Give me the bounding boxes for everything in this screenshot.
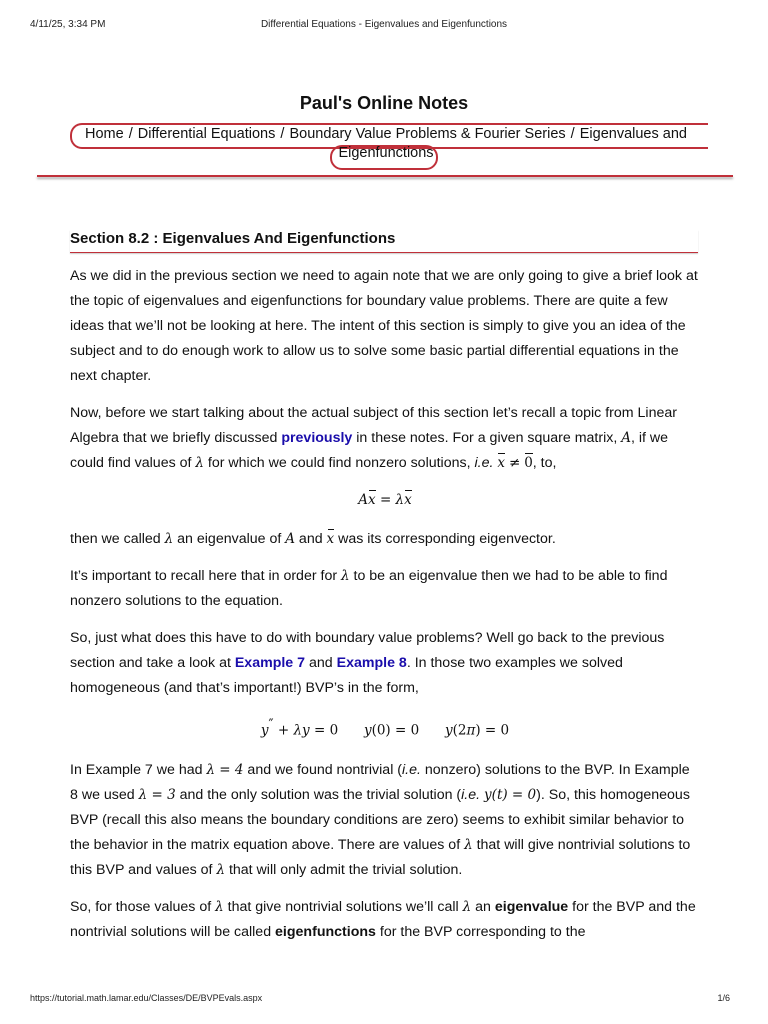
print-page-title: Differential Equations - Eigenvalues and Eigenfunctions [260,19,508,30]
print-datetime: 4/11/25, 3:34 PM [30,19,106,30]
breadcrumb-differential-equations[interactable]: Differential Equations [137,126,276,142]
header-divider [37,175,733,177]
paragraph-intro: As we did in the previous section we need to again note that we are only going to give a brief look at the topic of eigenvalues and eigenfunctions for boundary value problems. There are quite a few ideas that we’ll not be looking at here. The intent of this section is simply to give you an idea of the subject and to do enough work to allow us to solve some basic partial differential equations in the next chapter. [70,268,698,384]
section-heading: Section 8.2 : Eigenvalues And Eigenfunctions [70,230,698,253]
vector-x: x [497,451,505,476]
example-8-link[interactable]: Example 8 [336,655,407,671]
breadcrumb-home[interactable]: Home [85,126,124,142]
paragraph-eigenvector: then we called λ an eigenvalue of A and x was its corresponding eigenvector. [70,527,700,552]
breadcrumb-separator: / [570,126,575,142]
breadcrumb [72,125,700,163]
paragraph-bvp: So, just what does this have to do with boundary value problems? Well go back to the previous section and take a look at Example 7 and Example 8. In those two examples we solved homogeneous (and that’s important!) BVP’s in the form, [70,630,665,696]
breadcrumb-current-page[interactable]: Eigenvalues and Eigenfunctions [338,126,687,161]
paragraph-linear-algebra: Now, before we start talking about the actual subject of this section let’s recall a topic from Linear Algebra that we briefly discussed previously in these notes. For a given square matrix, A, if we could find values of λ for which we could find nonzero solutions, i.e. x ≠ 0, to, [70,401,700,476]
vector-zero: 0 [524,451,533,476]
paragraph-definition: So, for those values of λ that give nontrivial solutions we’ll call λ an eigenvalue for the BVP and the nontrivial solutions will be called eigenfunctions for the BVP corresponding to the [70,898,696,940]
main-content [70,264,700,957]
bvp-equation: y″ + λy = 0 y(0) = 0 y(2π) = 0 [260,717,510,739]
example-7-link[interactable]: Example 7 [234,655,306,671]
term-eigenfunctions: eigenfunctions [275,923,376,940]
breadcrumb-separator: / [128,126,133,142]
print-url: https://tutorial.math.lamar.edu/Classes/DE/BVPEvals.aspx [30,993,263,1003]
term-eigenvalue: eigenvalue [494,898,569,915]
breadcrumb-separator: / [280,126,285,142]
print-page-number: 1/6 [717,993,730,1003]
previously-link[interactable]: previously [281,430,353,446]
paragraph-recall: It’s important to recall here that in order for λ to be an eigenvalue then we had to be able to find nonzero solutions to the equation. [70,568,668,609]
breadcrumb-boundary-value-problems[interactable]: Boundary Value Problems & Fourier Series [289,126,566,142]
paragraph-examples: In Example 7 we had λ = 4 and we found nontrivial (i.e. nonzero) solutions to the BVP. In Example 8 we used λ = 3 and the only solution was the trivial solution (i.e. y(t) = 0). So, this homogeneous BVP (recall this also means the boundary conditions are zero) seems to exhibit similar behavior to the behavior in the matrix equation above. There are values of λ that will give nontrivial solutions to this BVP and values of λ that will only admit the trivial solution. [70,761,691,878]
site-title[interactable]: Paul's Online Notes [299,93,469,113]
eigenvalue-equation: Ax = λx [70,488,700,513]
lambda-symbol: λ [195,455,204,471]
matrix-symbol: A [621,430,631,446]
